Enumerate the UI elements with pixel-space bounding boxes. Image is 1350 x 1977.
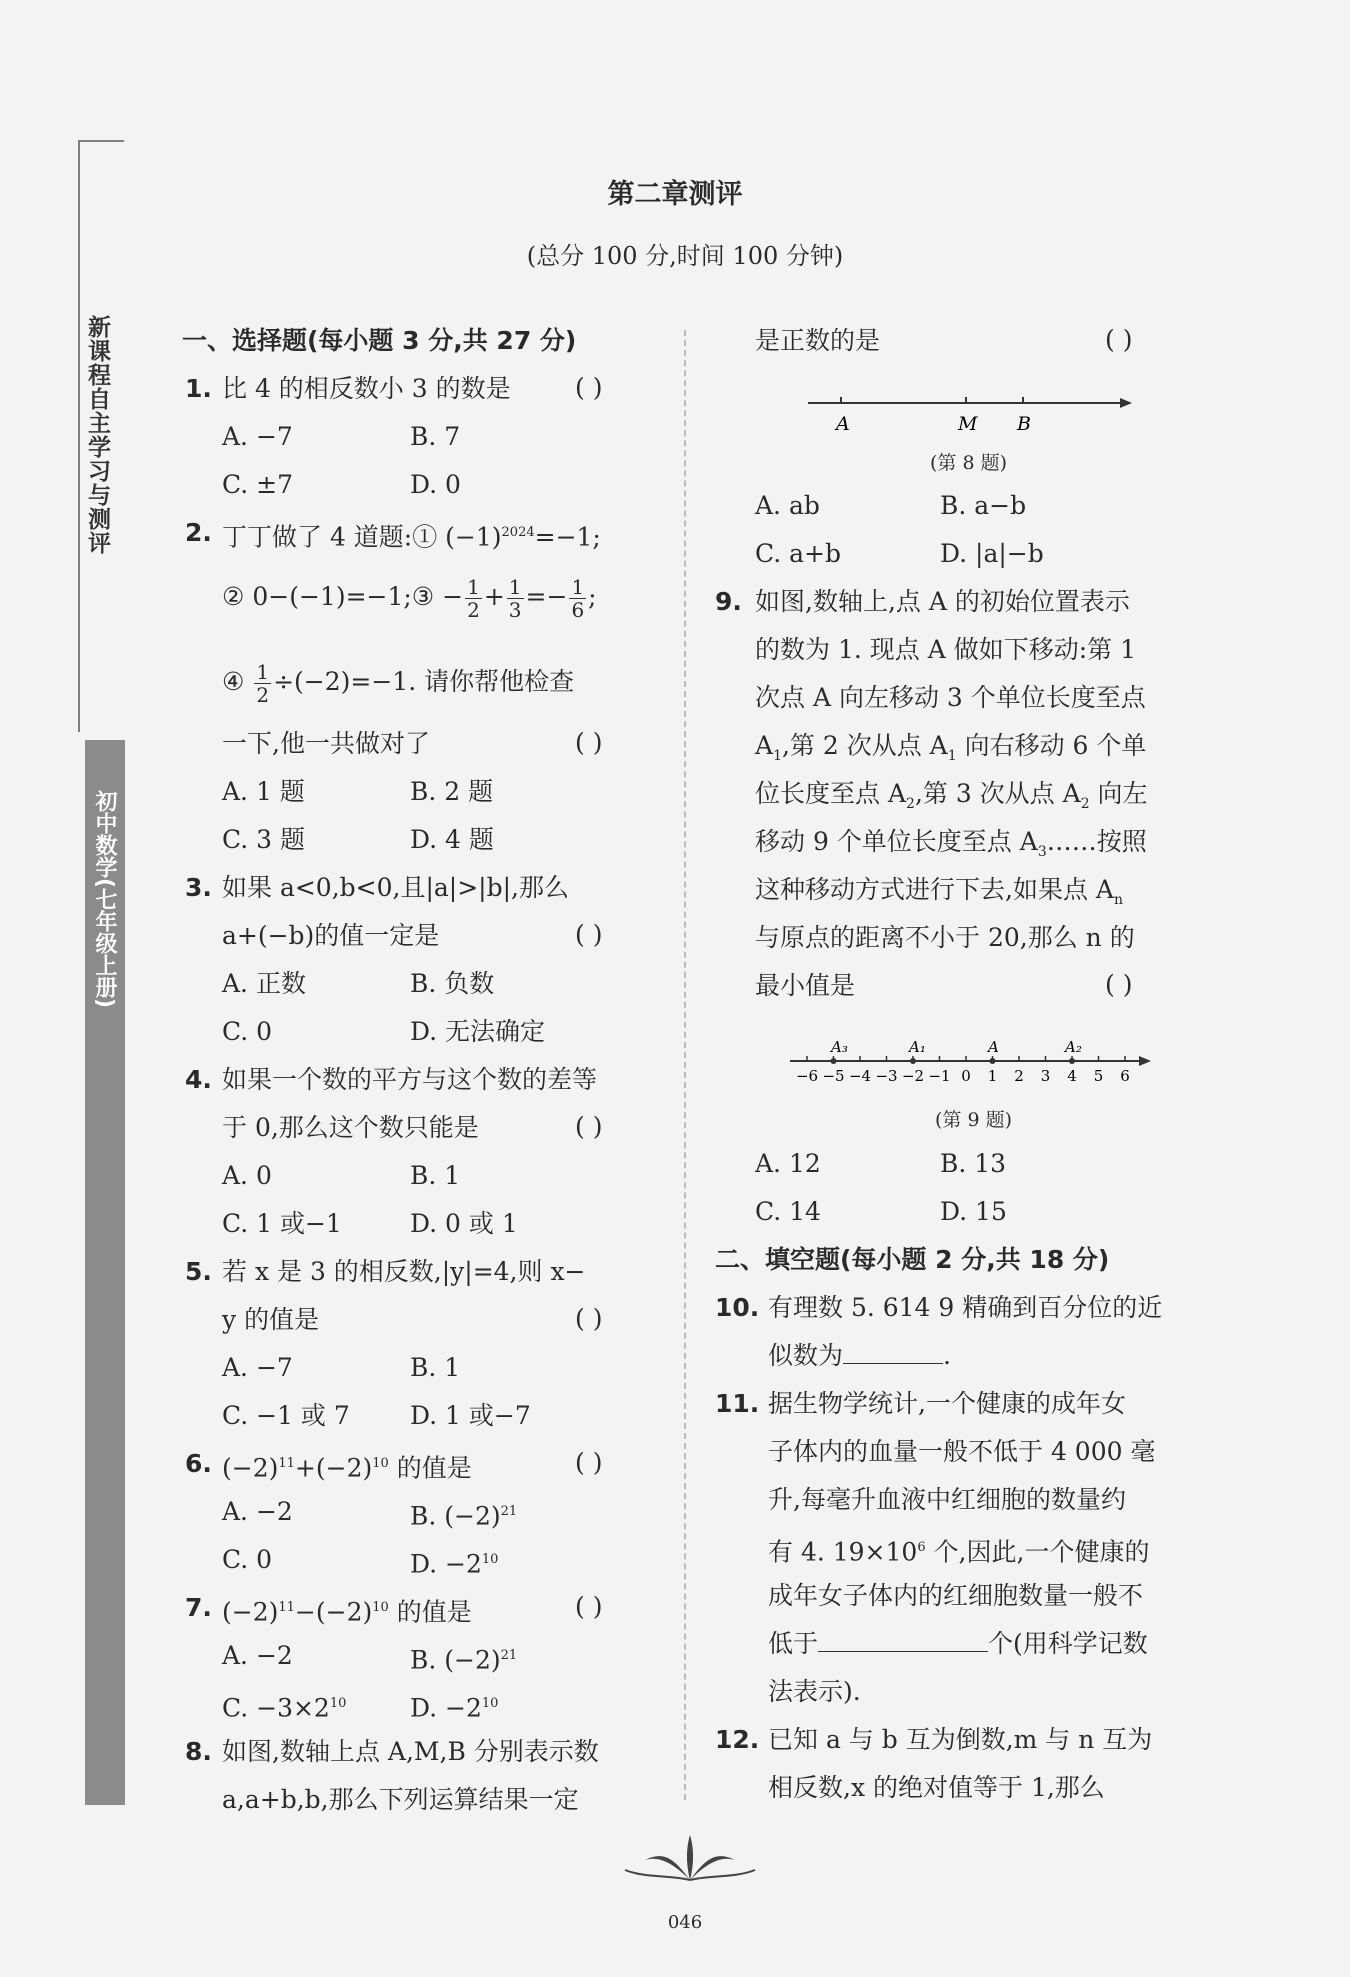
q1-text: 比 4 的相反数小 3 的数是 bbox=[222, 374, 511, 403]
q9-point-dot bbox=[1069, 1058, 1075, 1064]
q6-option-b: B. $(-2)^{21}$ bbox=[410, 1501, 518, 1531]
q9-tick-label: 1 bbox=[987, 1067, 998, 1085]
fraction-one-half: $\frac{1}{2}$ bbox=[467, 575, 480, 622]
q9-label-a3: A₃ bbox=[831, 1038, 848, 1056]
page-number: 046 bbox=[667, 1912, 703, 1933]
q3-answer-bracket: ( ) bbox=[575, 920, 603, 949]
q9-number: 9. bbox=[715, 587, 742, 616]
q9-label-a2: A₂ bbox=[1065, 1038, 1082, 1056]
page-title: 第二章测评 bbox=[607, 179, 743, 210]
q10-answer-blank bbox=[843, 1341, 943, 1364]
q9-point-dot bbox=[990, 1058, 996, 1064]
q1-option-d: D. 0 bbox=[410, 470, 461, 499]
q8-axis-arrow bbox=[1120, 398, 1132, 408]
q3-option-b: B. 负数 bbox=[410, 969, 495, 998]
q9-option-b: B. 13 bbox=[940, 1149, 1007, 1178]
q2-line2: ② 0−(−1)=−1;③ − $\frac{1}{2}$ + $\frac{1}{3}$ =− $\frac{1}{6}$ ; bbox=[222, 575, 597, 622]
section-heading-choice: 一、选择题(每小题 3 分,共 27 分) bbox=[182, 326, 577, 355]
q9-tick-label: 6 bbox=[1120, 1067, 1130, 1085]
q6-option-a: A. −2 bbox=[222, 1497, 293, 1526]
q5-option-b: B. 1 bbox=[410, 1353, 461, 1382]
q9-tick-label: −2 bbox=[901, 1067, 925, 1085]
q7-option-c: C. $-3\times 2^{10}$ bbox=[222, 1693, 347, 1723]
q8-answer-bracket: ( ) bbox=[1105, 325, 1133, 354]
q9-line4: $A_1$,第 2 次从点 $A_1$ 向右移动 6 个单 bbox=[755, 731, 1147, 764]
q9-tick-label: 0 bbox=[961, 1067, 971, 1085]
q8-number-line bbox=[800, 385, 1140, 440]
q8-label-a: A bbox=[836, 413, 850, 435]
q4-line1: 如果一个数的平方与这个数的差等 bbox=[222, 1065, 598, 1094]
q5-option-d: D. 1 或−7 bbox=[410, 1401, 531, 1430]
q1-option-b: B. 7 bbox=[410, 422, 461, 451]
q4-option-b: B. 1 bbox=[410, 1161, 461, 1190]
q4-option-c: C. 1 或−1 bbox=[222, 1209, 342, 1238]
fraction-one-sixth: $\frac{1}{6}$ bbox=[571, 575, 585, 622]
q2-number: 2. bbox=[185, 518, 212, 547]
q9-line2: 的数为 1. 现点 A 做如下移动:第 1 bbox=[755, 635, 1136, 664]
q4-line2: 于 0,那么这个数只能是 bbox=[222, 1113, 479, 1142]
q7-answer-bracket: ( ) bbox=[575, 1592, 603, 1621]
q11-answer-blank bbox=[818, 1629, 988, 1652]
q6-number: 6. bbox=[185, 1449, 212, 1478]
q9-label-a1: A₁ bbox=[909, 1038, 926, 1056]
q8-label-m: M bbox=[958, 413, 978, 435]
q6-answer-bracket: ( ) bbox=[575, 1448, 603, 1477]
q7-number: 7. bbox=[185, 1593, 212, 1622]
column-divider bbox=[684, 330, 686, 1800]
q8-line1: 如图,数轴上点 A,M,B 分别表示数 bbox=[222, 1737, 599, 1766]
q11-line5: 成年女子体内的红细胞数量一般不 bbox=[768, 1581, 1144, 1610]
q7-expression: $(-2)^{11}-(-2)^{10}$ 的值是 bbox=[222, 1597, 472, 1627]
q9-line6: 移动 9 个单位长度至点 $A_3\dots\dots$按照 bbox=[755, 827, 1147, 860]
q9-line1: 如图,数轴上,点 A 的初始位置表示 bbox=[755, 587, 1130, 616]
q11-line2: 子体内的血量一般不低于 4 000 毫 bbox=[768, 1437, 1156, 1466]
q9-line5: 位长度至点 $A_2$,第 3 次从点 $A_2$ 向左 bbox=[755, 779, 1148, 812]
q7-option-a: A. −2 bbox=[222, 1641, 293, 1670]
q12-number: 12. bbox=[715, 1725, 760, 1754]
q2-line3: ④ $\frac{1}{2}$ ÷(−2)=−1. 请你帮他检查 bbox=[222, 660, 575, 707]
q5-answer-bracket: ( ) bbox=[575, 1304, 603, 1333]
q10-line1: 有理数 5. 614 9 精确到百分位的近 bbox=[768, 1293, 1163, 1322]
footer-ornament bbox=[615, 1830, 765, 1890]
q2-option-b: B. 2 题 bbox=[410, 777, 494, 806]
q9-axis-arrow bbox=[1139, 1056, 1151, 1066]
q9-answer-bracket: ( ) bbox=[1105, 970, 1133, 999]
q5-line2: y 的值是 bbox=[222, 1305, 320, 1334]
q5-option-a: A. −7 bbox=[222, 1353, 293, 1382]
q1-number: 1. bbox=[185, 374, 212, 403]
q4-number: 4. bbox=[185, 1065, 212, 1094]
q9-line7: 这种移动方式进行下去,如果点 $A_n$ bbox=[755, 875, 1123, 908]
q9-point-dot bbox=[831, 1058, 837, 1064]
ornament-swirl-right bbox=[690, 1870, 755, 1880]
q5-line1: 若 x 是 3 的相反数,|y|=4,则 x− bbox=[222, 1257, 586, 1286]
side-tab-book-title: 新课程自主学习与测评 bbox=[84, 315, 110, 555]
q2-option-d: D. 4 题 bbox=[410, 825, 494, 854]
q9-line8: 与原点的距离不小于 20,那么 n 的 bbox=[755, 923, 1135, 952]
q9-line3: 次点 A 向左移动 3 个单位长度至点 bbox=[755, 683, 1146, 712]
q9-figure-caption: (第 9 题) bbox=[935, 1109, 1012, 1131]
q7-option-d: D. $-2^{10}$ bbox=[410, 1693, 499, 1723]
q3-option-d: D. 无法确定 bbox=[410, 1017, 546, 1046]
q9-line9: 最小值是 bbox=[755, 971, 856, 1000]
q7-option-b: B. $(-2)^{21}$ bbox=[410, 1645, 518, 1675]
q8-option-b: B. a−b bbox=[940, 491, 1027, 520]
q9-tick-label: −3 bbox=[875, 1067, 898, 1085]
q9-number-line bbox=[785, 1035, 1155, 1090]
q4-option-a: A. 0 bbox=[222, 1161, 272, 1190]
q3-number: 3. bbox=[185, 873, 212, 902]
q9-option-a: A. 12 bbox=[755, 1149, 821, 1178]
ornament-leaf-center bbox=[687, 1835, 693, 1880]
ornament-swirl-left bbox=[625, 1870, 690, 1880]
q9-tick-label: 3 bbox=[1040, 1067, 1051, 1085]
section-heading-fill: 二、填空题(每小题 2 分,共 18 分) bbox=[715, 1245, 1110, 1274]
q11-line1: 据生物学统计,一个健康的成年女 bbox=[768, 1389, 1126, 1418]
q8-figure-caption: (第 8 题) bbox=[930, 452, 1007, 474]
q1-answer-bracket: ( ) bbox=[575, 373, 603, 402]
q10-line2: 似数为 . bbox=[768, 1341, 951, 1370]
q11-line6: 低于 个(用科学记数 bbox=[768, 1629, 1148, 1658]
q11-line7: 法表示). bbox=[768, 1677, 861, 1706]
fraction-one-half-b: $\frac{1}{2}$ bbox=[256, 660, 270, 707]
q8-line2: a,a+b,b,那么下列运算结果一定 bbox=[222, 1785, 579, 1814]
q5-number: 5. bbox=[185, 1257, 212, 1286]
q9-tick-label: 5 bbox=[1093, 1067, 1104, 1085]
q8-label-b: B bbox=[1017, 413, 1031, 435]
fraction-one-third: $\frac{1}{3}$ bbox=[508, 575, 522, 622]
q2-answer-bracket: ( ) bbox=[575, 728, 603, 757]
q4-answer-bracket: ( ) bbox=[575, 1112, 603, 1141]
q12-line2: 相反数,x 的绝对值等于 1,那么 bbox=[768, 1773, 1105, 1802]
q12-line1: 已知 a 与 b 互为倒数,m 与 n 互为 bbox=[768, 1725, 1153, 1754]
q2-option-c: C. 3 题 bbox=[222, 825, 305, 854]
side-tab-grade-label: 初中数学(七年级上册) bbox=[92, 790, 117, 1009]
q6-option-d: D. $-2^{10}$ bbox=[410, 1549, 499, 1579]
q9-tick-label: 4 bbox=[1067, 1067, 1077, 1085]
q2-line4: 一下,他一共做对了 bbox=[222, 729, 430, 758]
q3-option-a: A. 正数 bbox=[222, 969, 306, 998]
q11-line3: 升,每毫升血液中红细胞的数量约 bbox=[768, 1485, 1126, 1514]
q9-tick-label: 2 bbox=[1014, 1067, 1024, 1085]
q9-option-c: C. 14 bbox=[755, 1197, 821, 1226]
q8-option-d: D. |a|−b bbox=[940, 539, 1044, 568]
q2-line1: 丁丁做了 4 道题:① $(-1)^{2024}=-1$; bbox=[222, 522, 601, 552]
q1-option-a: A. −7 bbox=[222, 422, 293, 451]
q3-line1: 如果 a<0,b<0,且|a|>|b|,那么 bbox=[222, 873, 569, 902]
q3-option-c: C. 0 bbox=[222, 1017, 273, 1046]
q1-option-c: C. ±7 bbox=[222, 470, 293, 499]
q6-expression: $(-2)^{11}+(-2)^{10}$ 的值是 bbox=[222, 1453, 472, 1483]
q8-line3: 是正数的是 bbox=[755, 326, 881, 355]
q11-line4: 有 4. $19\times 10^6$ 个,因此,一个健康的 bbox=[768, 1537, 1150, 1567]
q9-tick-label: −6 bbox=[795, 1067, 819, 1085]
q9-label-a: A bbox=[988, 1038, 999, 1056]
q5-option-c: C. −1 或 7 bbox=[222, 1401, 350, 1430]
q8-number: 8. bbox=[185, 1737, 212, 1766]
q2-option-a: A. 1 题 bbox=[222, 777, 305, 806]
q3-line2: a+(−b)的值一定是 bbox=[222, 921, 440, 950]
q9-tick-label: −5 bbox=[822, 1067, 845, 1085]
q6-option-c: C. 0 bbox=[222, 1545, 273, 1574]
q9-option-d: D. 15 bbox=[940, 1197, 1007, 1226]
page-subtitle: (总分 100 分,时间 100 分钟) bbox=[526, 242, 844, 270]
q9-tick-label: −4 bbox=[848, 1067, 872, 1085]
q9-point-dot bbox=[910, 1058, 916, 1064]
q4-option-d: D. 0 或 1 bbox=[410, 1209, 518, 1238]
q8-option-a: A. ab bbox=[755, 491, 820, 520]
q9-tick-label: −1 bbox=[928, 1067, 951, 1085]
q10-number: 10. bbox=[715, 1293, 760, 1322]
q11-number: 11. bbox=[715, 1389, 760, 1418]
q8-option-c: C. a+b bbox=[755, 539, 841, 568]
